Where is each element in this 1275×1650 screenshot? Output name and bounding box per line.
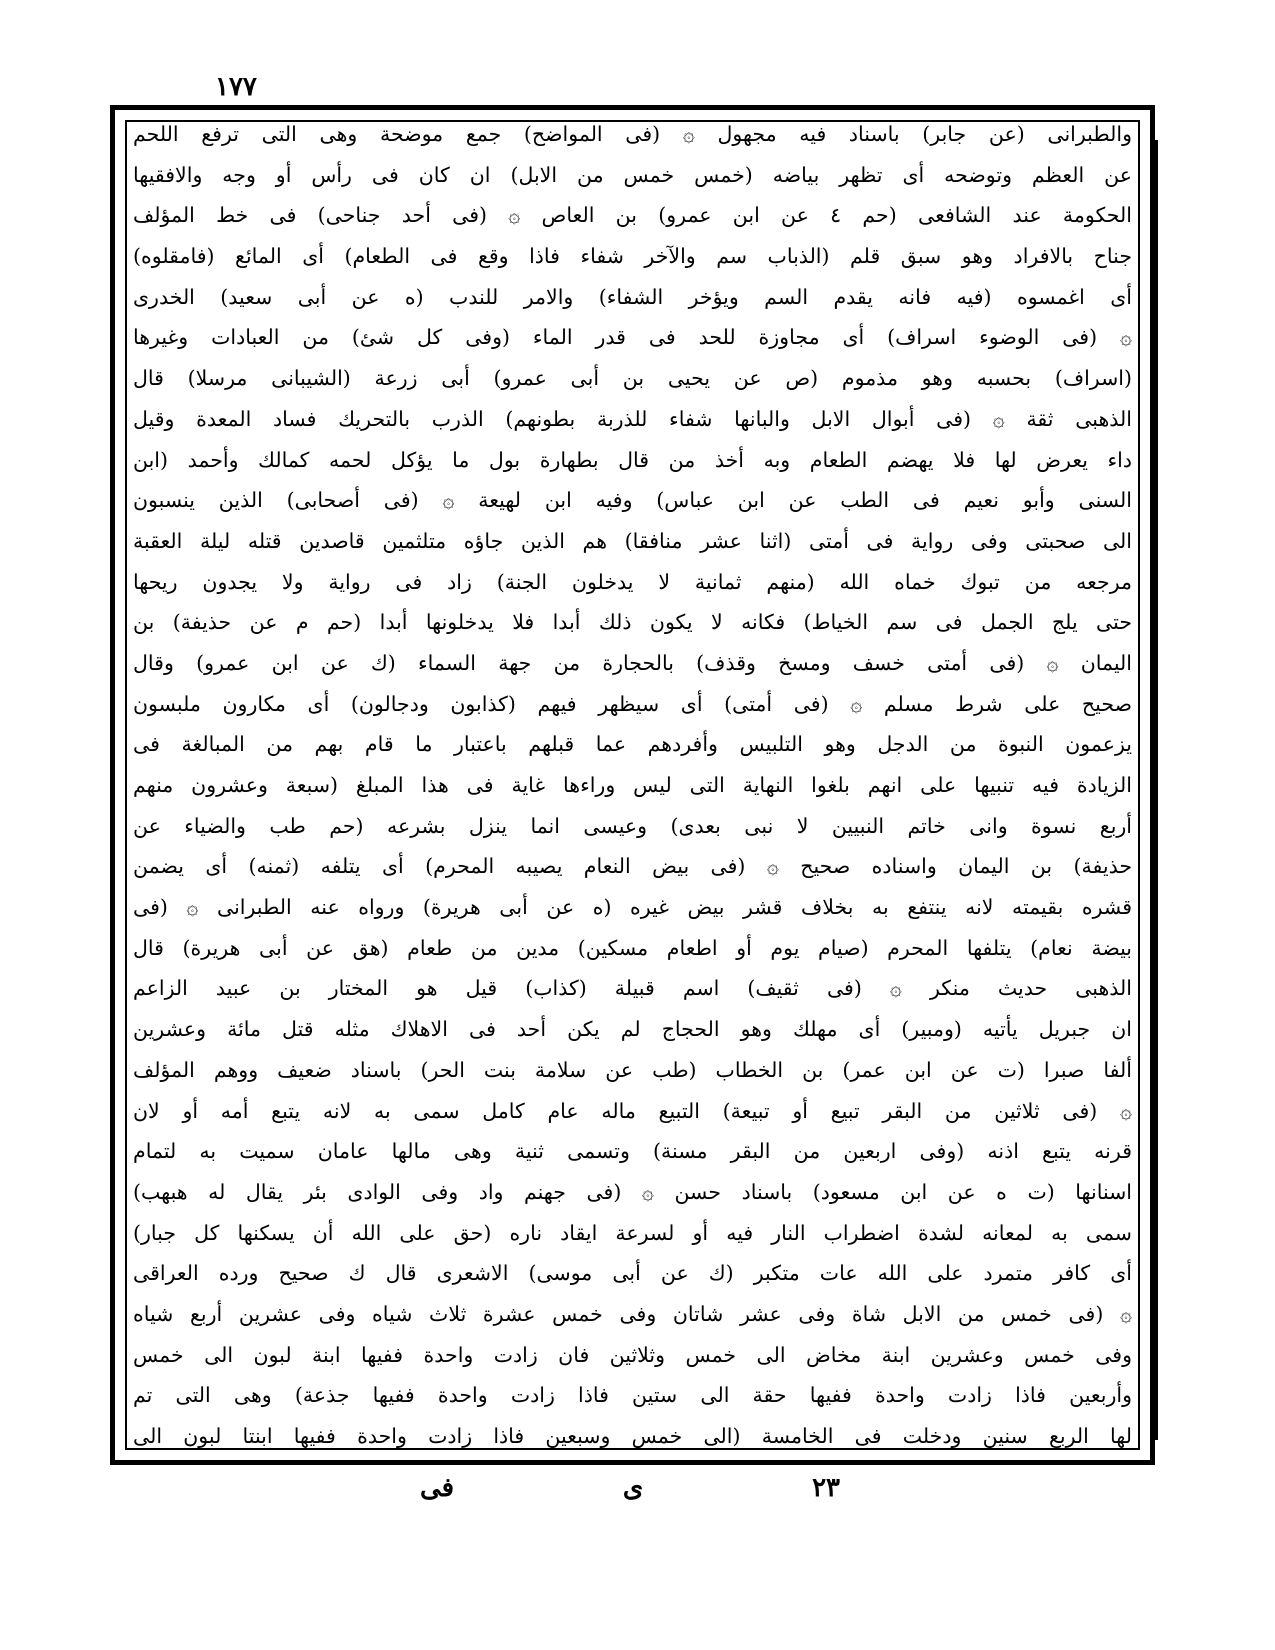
text-line: سمى به لمعانه لشدة اضطراب النار فيه أو لسرعة ايقاد ناره (حق على الله أن يسكنها كل جبار) (133, 1220, 1132, 1245)
catchword: فى (420, 1473, 455, 1503)
text-line: الى صحبتى وفى رواية فى أمتى (اثنا عشر منافقا) هم الذين جاؤه متلثمين قاصدين قتله ليلة العقبة (133, 528, 1132, 553)
text-line: الحكومة عند الشافعى (حم ٤ عن ابن عمرو) بن العاص ۞ (فى أحد جناحى) فى خط المؤلف (133, 203, 1132, 228)
text-line: السنى وأبو نعيم فى الطب عن ابن عباس) وفيه ابن لهيعة ۞ (فى أصحابى) الذين ينسبون (133, 488, 1132, 513)
text-line: يزعمون النبوة من الدجل وهو التلبيس وأفردهم عما قبلهم باعتبار ما قام بهم من المبالغة فى (133, 732, 1132, 757)
text-line: لها الربع سنين ودخلت فى الخامسة (الى خمس وسبعين فاذا زادت واحدة ففيها ابنتا لبون الى (133, 1424, 1132, 1448)
text-line: اليمان ۞ (فى أمتى خسف ومسخ وقذف) بالحجارة من جهة السماء (ك عن ابن عمرو) وقال (133, 650, 1132, 675)
text-frame (110, 105, 1155, 1465)
frame-right-rule (1152, 140, 1158, 1440)
text-line: حذيفة) بن اليمان واسناده صحيح ۞ (فى بيض النعام يصيبه المحرم) أى يتلفه (ثمنه) أى يضمن (133, 854, 1132, 879)
text-line: عن العظم وتوضحه أى تظهر بياضه (خمس خمس من الابل) ان كان فى رأس أو وجه والافقيها (133, 162, 1132, 187)
text-line: أى كافر متمرد على الله عات متكبر (ك عن أبى موسى) الاشعرى قال ك صحيح ورده العراقى (133, 1261, 1132, 1286)
text-line: أربع نسوة وانى خاتم النبيين لا نبى بعدى) وعيسى انما ينزل بشرعه (حم طب والضياء عن (133, 813, 1132, 838)
text-line: قشره بقيمته لانه ينتفع به بخلاف قشر بيض غيره (ه عن أبى هريرة) ورواه عنه الطبرانى ۞ (فى (133, 895, 1132, 920)
text-line: أى اغمسوه (فيه فانه يقدم السم ويؤخر الشفاء) والامر للندب (ه عن أبى سعيد) الخدرى (133, 284, 1132, 309)
text-line: الزيادة فيه تنبيها على انهم بلغوا النهاية التى ليس وراءها غاية فى هذا المبلغ (سبعة وعشرون منهم (133, 773, 1132, 797)
text-line: بيضة نعام) يتلفها المحرم (صيام يوم أو اطعام مسكين) مدين من طعام (هق عن أبى هريرة) قال (133, 935, 1132, 960)
text-line: ۞ (فى ثلاثين من البقر تبيع أو تبيعة) التبيع ماله عام كامل سمى به لانه يتبع أمه أو لان (133, 1098, 1132, 1123)
text-line: والطبرانى (عن جابر) باسناد فيه مجهول ۞ (فى المواضح) جمع موضحة وهى التى ترفع اللحم (133, 122, 1132, 146)
text-line: داء يعرض لها فلا يهضم الطعام وبه أخذ من قال بطهارة بول ما يؤكل لحمه كمالك وأحمد (ابن (133, 447, 1132, 472)
page-number: ١٧٧ (215, 72, 257, 102)
text-line: وأربعين فاذا زادت واحدة ففيها حقة الى ستين فاذا زادت واحدة ففيها جذعة) وهى التى تم (133, 1383, 1132, 1408)
text-line: الذهبى حديث منكر ۞ (فى ثقيف) اسم قبيلة (كذاب) قيل هو المختار بن عبيد الزاعم (133, 976, 1132, 1001)
text-line: ۞ (فى الوضوء اسراف) أى مجاوزة للحد فى قدر الماء (وفى كل شئ) من العبادات وغيرها (133, 325, 1132, 350)
text-line: ألفا صبرا (ت عن ابن عمر) بن الخطاب (طب عن سلامة بنت الحر) باسناد ضعيف ووهم المؤلف (133, 1057, 1132, 1082)
text-line: وفى خمس وعشرين ابنة مخاض الى خمس وثلاثين فان زادت واحدة ففيها ابنة لبون الى خمس (133, 1342, 1132, 1367)
catchword-middle: ى (622, 1473, 644, 1503)
text-line: الذهبى ثقة ۞ (فى أبوال الابل والبانها شفاء للذربة بطونهم) الذرب بالتحريك فساد المعدة وقيل (133, 406, 1132, 431)
text-line: جناح بالافراد وهو سبق قلم (الذباب سم والآخر شفاء فاذا وقع فى الطعام) أى المائع (فامقلوه) (133, 244, 1132, 269)
text-line: مرجعه من تبوك خماه الله (منهم ثمانية لا يدخلون الجنة) زاد فى رواية ولا يجدون ريحها (133, 569, 1132, 594)
signature-mark: ٢٣ (812, 1473, 840, 1503)
text-line: اسنانها (ت ه عن ابن مسعود) باسناد حسن ۞ (فى جهنم واد وفى الوادى بئر يقال له هبهب) (133, 1179, 1132, 1204)
text-line: ۞ (فى خمس من الابل شاة وفى عشر شاتان وفى خمس عشرة ثلاث شياه وفى عشرين أربع شياه (133, 1301, 1132, 1326)
text-line: صحيح على شرط مسلم ۞ (فى أمتى) أى سيظهر فيهم (كذابون ودجالون) أى مكارون ملبسون (133, 691, 1132, 716)
text-line: قرنه يتبع اذنه (وفى اربعين من البقر مسنة) وتسمى ثنية وهى مالها عامان سميت به لتمام (133, 1139, 1132, 1164)
footer-catchwords (420, 1468, 840, 1508)
text-line: ان جبريل يأتيه (ومبير) أى مهلك وهو الحجاج لم يكن أحد فى الاهلاك مثله قتل مائة وعشرين (133, 1017, 1132, 1042)
text-line: حتى يلج الجمل فى سم الخياط) فكانه لا يكون ذلك أبدا فلا يدخلونها أبدا (حم م عن حذيفة) بن (133, 610, 1132, 635)
text-line: (اسراف) بحسبه وهو مذموم (ص عن يحيى بن أبى عمرو) أبى زرعة (الشيبانى مرسلا) قال (133, 366, 1132, 391)
text-body (133, 116, 1132, 1454)
